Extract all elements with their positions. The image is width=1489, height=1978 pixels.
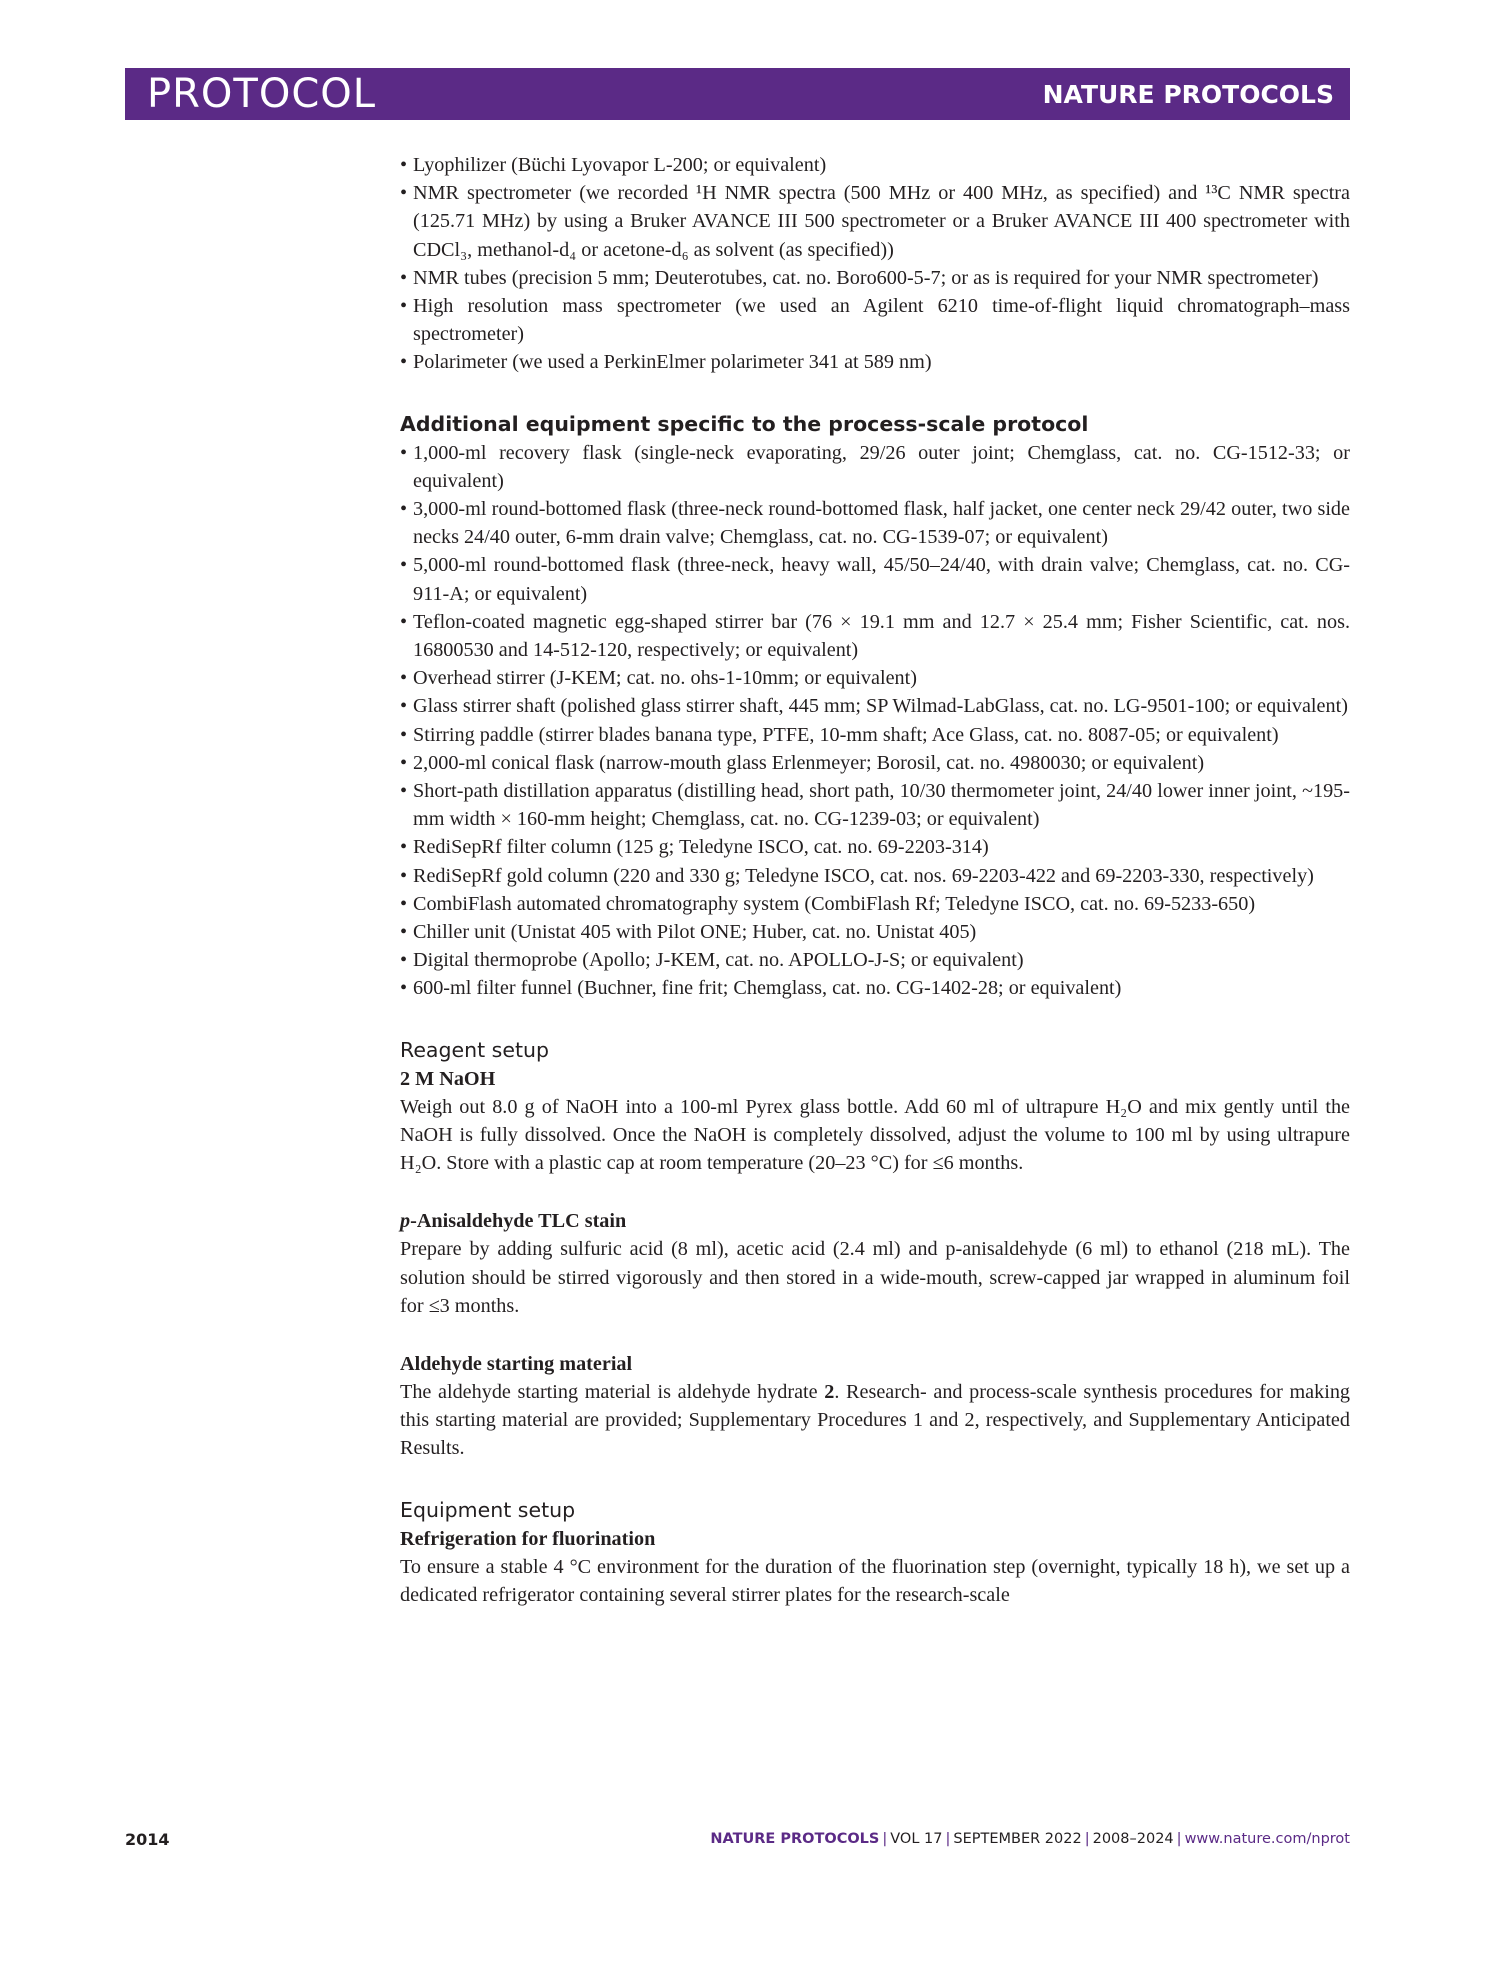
- list-item: • 600-ml filter funnel (Buchner, fine frit; Chemglass, cat. no. CG-1402-28; or equivalent): [400, 974, 1350, 1002]
- naoh-text: Weigh out 8.0 g of NaOH into a 100-ml Pyrex glass bottle. Add 60 ml of ultrapure H₂O and mix gently until the NaOH is fully dissolved. Once the NaOH is completely dissolved, adjust the volume to 100 ml by using ultrapure H₂O. Store with a plastic cap at room temperature (20–23 °C) for ≤6 months.: [400, 1095, 1350, 1175]
- header-banner: [125, 68, 1350, 120]
- list-item: • Digital thermoprobe (Apollo; J-KEM, cat. no. APOLLO-J-S; or equivalent): [400, 946, 1350, 974]
- list-item: • 2,000-ml conical flask (narrow-mouth glass Erlenmeyer; Borosil, cat. no. 4980030; or equivalent): [400, 749, 1350, 777]
- list-item: • 5,000-ml round-bottomed flask (three-neck, heavy wall, 45/50–24/40, with drain valve; Chemglass, cat. no. CG-911-A; or equivalent): [400, 551, 1350, 607]
- naoh-title: 2 M NaOH: [400, 1067, 496, 1090]
- anisaldehyde-text: Prepare by adding sulfuric acid (8 ml), acetic acid (2.4 ml) and p-anisaldehyde (6 ml) to ethanol (218 mL). The solution should be stirred vigorously and then stored in a wide-mouth, screw-capped jar wrapped in aluminum foil for ≤3 months.: [400, 1238, 1350, 1317]
- footer-journal: NATURE PROTOCOLS: [710, 1831, 880, 1847]
- footer-url[interactable]: www.nature.com/nprot: [1184, 1831, 1350, 1847]
- anisaldehyde-title-rest: -Anisaldehyde TLC stain: [410, 1210, 627, 1233]
- page-number: 2014: [125, 1830, 170, 1849]
- additional-equipment-list: [400, 439, 1350, 1003]
- list-item: • NMR spectrometer (we recorded ¹H NMR spectra (500 MHz or 400 MHz, as specified) and ¹³C NMR spectra (125.71 MHz) by using a Bruker AVANCE III 500 spectrometer or a Bruker AVANCE III 400 spectrometer with CDCl₃, methanol-d₄ or acetone-d₆ as solvent (as specified)): [400, 179, 1350, 264]
- list-item: • High resolution mass spectrometer (we used an Agilent 6210 time-of-flight liquid chromatograph–mass spectrometer): [400, 292, 1350, 348]
- footer-pages: 2008–2024: [1092, 1831, 1174, 1847]
- list-item: • 3,000-ml round-bottomed flask (three-neck round-bottomed flask, half jacket, one center neck 29/42 outer, two side necks 24/40 outer, 6-mm drain valve; Chemglass, cat. no. CG-1539-07; or equivalent): [400, 495, 1350, 551]
- equipment-setup-heading: Equipment setup: [400, 1497, 576, 1522]
- equipment-list: [400, 151, 1350, 377]
- header-section-label: PROTOCOL: [147, 71, 377, 117]
- compound-number: 2: [824, 1380, 835, 1403]
- list-item: • Short-path distillation apparatus (distilling head, short path, 10/30 thermometer joint, 24/40 lower inner joint, ~195-mm width × 160-mm height; Chemglass, cat. no. CG-1239-03; or equivalent): [400, 777, 1350, 833]
- list-item: • RediSepRf gold column (220 and 330 g; Teledyne ISCO, cat. nos. 69-2203-422 and 69-2203-330, respectively): [400, 862, 1350, 890]
- aldehyde-text: [400, 1378, 1350, 1463]
- list-item: • Lyophilizer (Büchi Lyovapor L-200; or equivalent): [400, 151, 1350, 179]
- refrigeration-text: To ensure a stable 4 °C environment for the duration of the fluorination step (overnight, typically 18 h), we set up a dedicated refrigerator containing several stirrer plates for the research-scale: [400, 1555, 1350, 1606]
- main-content: [400, 151, 1350, 1609]
- refrigeration-title: Refrigeration for fluorination: [400, 1527, 656, 1550]
- list-item: • Chiller unit (Unistat 405 with Pilot ONE; Huber, cat. no. Unistat 405): [400, 918, 1350, 946]
- footer-volume: VOL 17: [890, 1831, 943, 1847]
- list-item: • Glass stirrer shaft (polished glass stirrer shaft, 445 mm; SP Wilmad-LabGlass, cat. no. LG-9501-100; or equivalent): [400, 692, 1350, 720]
- aldehyde-title: Aldehyde starting material: [400, 1352, 633, 1375]
- list-item: • Overhead stirrer (J-KEM; cat. no. ohs-1-10mm; or equivalent): [400, 664, 1350, 692]
- reagent-setup-heading: Reagent setup: [400, 1037, 550, 1062]
- footer-date: SEPTEMBER 2022: [953, 1831, 1082, 1847]
- list-item: • NMR tubes (precision 5 mm; Deuterotubes, cat. no. Boro600-5-7; or as is required for your NMR spectrometer): [400, 264, 1350, 292]
- list-item: • CombiFlash automated chromatography system (CombiFlash Rf; Teledyne ISCO, cat. no. 69-5233-650): [400, 890, 1350, 918]
- header-journal-name: NATURE PROTOCOLS: [1042, 80, 1334, 109]
- additional-equipment-heading: Additional equipment specific to the process-scale protocol: [400, 411, 1089, 436]
- footer-citation: NATURE PROTOCOLS | VOL 17 | SEPTEMBER 2022 | 2008–2024 | www.nature.com/nprot: [710, 1831, 1350, 1847]
- list-item: • Polarimeter (we used a PerkinElmer polarimeter 341 at 589 nm): [400, 348, 1350, 376]
- aldehyde-text-part: . Research- and process-scale synthesis procedures for making this starting material are provided; Supplementary Procedures 1 and 2, respectively, and Supplementary Anticipated Results.: [400, 1380, 1351, 1460]
- list-item: • Stirring paddle (stirrer blades banana type, PTFE, 10-mm shaft; Ace Glass, cat. no. 8087-05; or equivalent): [400, 721, 1350, 749]
- list-item: • 1,000-ml recovery flask (single-neck evaporating, 29/26 outer joint; Chemglass, cat. no. CG-1512-33; or equivalent): [400, 439, 1350, 495]
- anisaldehyde-title: [400, 1207, 1350, 1235]
- aldehyde-text-part: The aldehyde starting material is aldehyde hydrate: [400, 1380, 825, 1403]
- anisaldehyde-title-italic: p: [400, 1210, 411, 1233]
- list-item: • RediSepRf filter column (125 g; Teledyne ISCO, cat. no. 69-2203-314): [400, 833, 1350, 861]
- list-item: • Teflon-coated magnetic egg-shaped stirrer bar (76 × 19.1 mm and 12.7 × 25.4 mm; Fisher Scientific, cat. nos. 16800530 and 14-512-120, respectively; or equivalent): [400, 608, 1350, 664]
